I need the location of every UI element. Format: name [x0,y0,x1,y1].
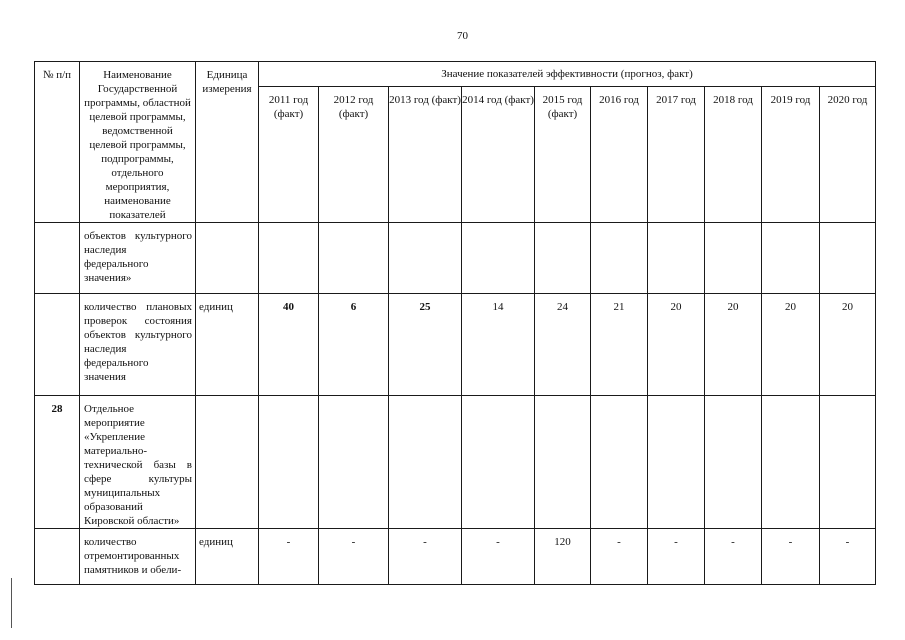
year-header: 2012 год (факт) [319,86,389,222]
year-header: 2014 год (факт) [462,86,535,222]
row-value [462,396,535,529]
row-value: 6 [319,294,389,396]
year-header: 2020 год [820,86,876,222]
year-header: 2011 год (факт) [259,86,319,222]
row-value: 20 [648,294,705,396]
row-value: - [389,529,462,585]
row-value [648,396,705,529]
row-unit: единиц [196,294,259,396]
row-value [705,396,762,529]
header-row [35,62,876,87]
row-name: объектов культурного наследия федерального значения» [80,223,196,294]
row-value: 20 [820,294,876,396]
table-row [35,294,876,396]
row-value: 21 [591,294,648,396]
row-unit: единиц [196,529,259,585]
row-value: 120 [535,529,591,585]
year-header: 2019 год [762,86,820,222]
row-value [535,223,591,294]
row-value [762,396,820,529]
row-value: 24 [535,294,591,396]
row-value [762,223,820,294]
row-value [389,396,462,529]
row-unit [196,223,259,294]
row-name: количество плановых проверок состояния объектов культурного наследия федерального значения [80,294,196,396]
year-header: 2016 год [591,86,648,222]
row-unit [196,396,259,529]
row-value [591,396,648,529]
header-name: Наименование Государственной программы, областной целевой программы, ведомственной целевой программы, подпрограммы, отдельного мероприятия, наименование показателей [80,62,196,223]
row-value: - [319,529,389,585]
row-value [319,223,389,294]
row-name: Отдельное мероприятие «Укрепление материально-технической базы в сфере культуры муниципальных образований Кировской области» [80,396,196,529]
row-value [259,396,319,529]
row-value [648,223,705,294]
row-value: - [259,529,319,585]
row-value [389,223,462,294]
row-num: 28 [35,396,80,529]
year-header: 2015 год (факт) [535,86,591,222]
row-value: 20 [762,294,820,396]
row-value: - [591,529,648,585]
table-row [35,396,876,529]
row-value [462,223,535,294]
row-value [319,396,389,529]
row-value [535,396,591,529]
table-row [35,223,876,294]
row-num [35,223,80,294]
row-value: 40 [259,294,319,396]
row-num [35,529,80,585]
header-group: Значение показателей эффективности (прогноз, факт) [259,62,876,87]
row-value: - [705,529,762,585]
row-value [259,223,319,294]
margin-line [11,578,12,628]
row-num [35,294,80,396]
year-header: 2017 год [648,86,705,222]
row-value [820,396,876,529]
table-row [35,529,876,585]
indicators-table [34,61,876,585]
row-value: 20 [705,294,762,396]
year-header: 2013 год (факт) [389,86,462,222]
row-value [705,223,762,294]
row-value: - [462,529,535,585]
row-value: 25 [389,294,462,396]
row-value: - [820,529,876,585]
row-value: - [762,529,820,585]
header-unit: Единица измерения [196,62,259,223]
row-value [591,223,648,294]
header-num: № п/п [35,62,80,223]
row-name: количество отремонтированных памятников и обели- [80,529,196,585]
row-value: - [648,529,705,585]
row-value: 14 [462,294,535,396]
year-header: 2018 год [705,86,762,222]
page-number: 70 [457,30,468,42]
row-value [820,223,876,294]
